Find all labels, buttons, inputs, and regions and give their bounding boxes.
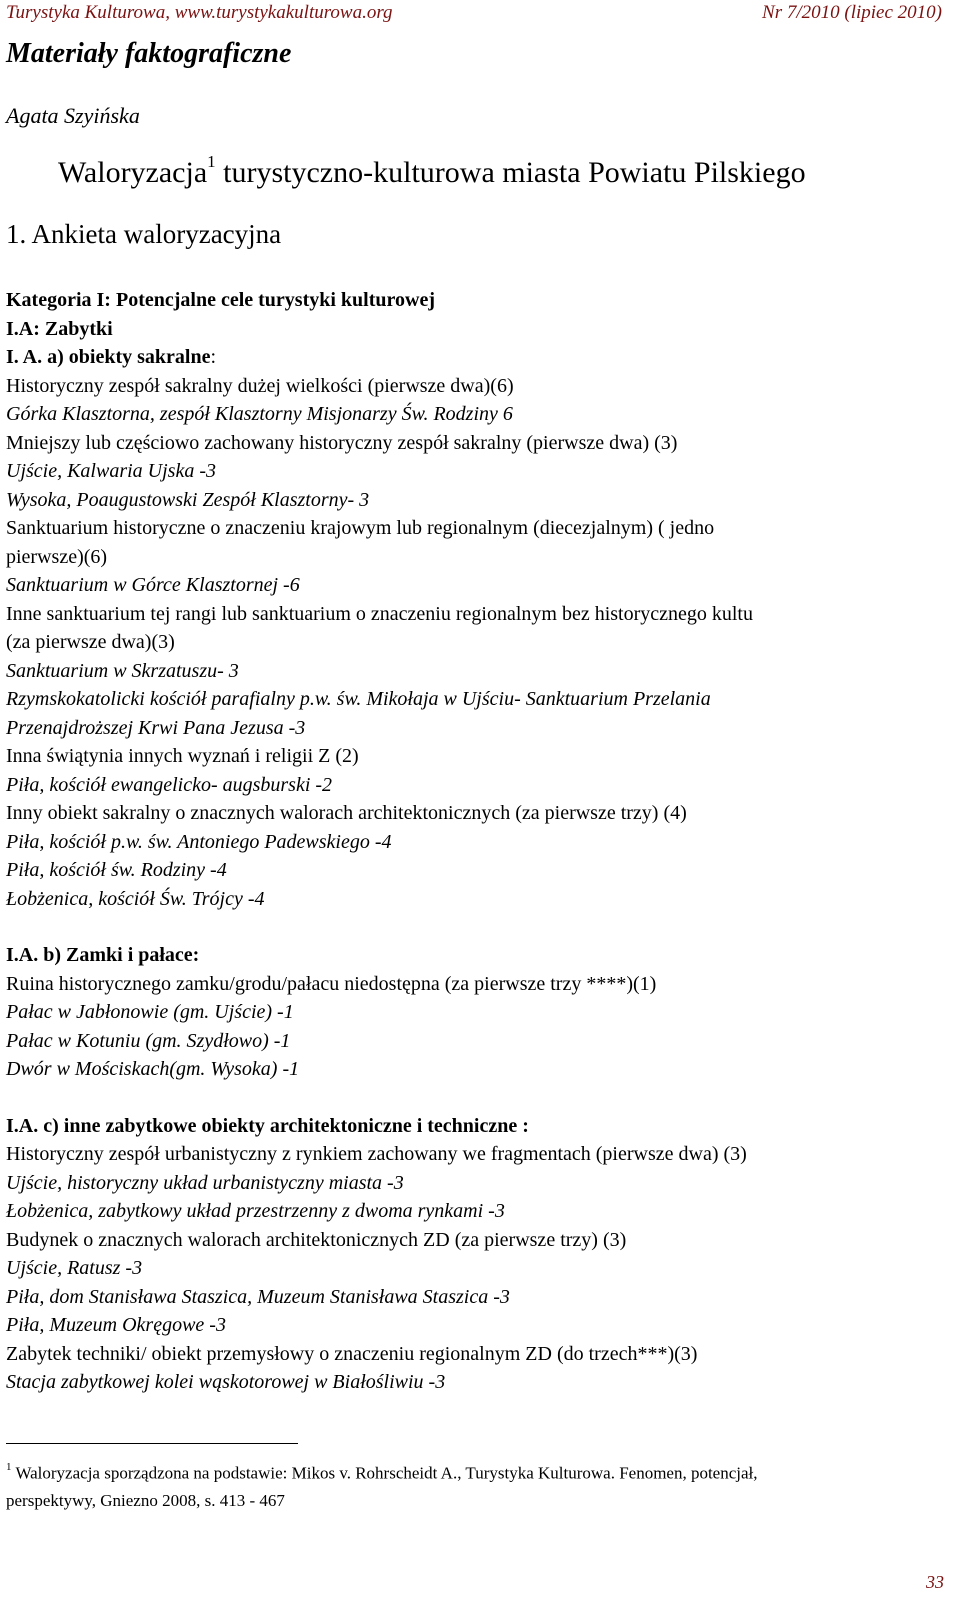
line-text: I. A. a) obiekty sakralne: [6, 346, 211, 368]
line-text: Sanktuarium w Górce Klasztornej -6: [6, 574, 300, 596]
category-heading: [6, 315, 942, 344]
line-text: Mniejszy lub częściowo zachowany historyczny zespół sakralny (pierwsze dwa) (3): [6, 431, 678, 454]
line-text: I.A: Zabytki: [6, 317, 113, 340]
footnote-line: perspektywy, Gniezno 2008, s. 413 - 467: [6, 1490, 285, 1510]
criterion-line: [6, 1140, 942, 1169]
object-entry: [6, 1368, 942, 1397]
criterion-line: [6, 429, 942, 458]
line-text: Rzymskokatolicki kościół parafialny p.w. św. Mikołaja w Ujściu- Sanktuarium Przelania: [6, 688, 711, 710]
object-entry: [6, 685, 942, 714]
journal-name: Turystyka Kulturowa, www.turystykakulturowa.org: [6, 2, 393, 23]
line-text: Pałac w Kotuniu (gm. Szydłowo) -1: [6, 1029, 291, 1052]
footnote: [6, 1456, 946, 1514]
line-text: Inne sanktuarium tej rangi lub sanktuarium o znaczeniu regionalnym bez historycznego kultu: [6, 602, 753, 625]
title-rest: turystyczno-kulturowa miasta Powiatu Pilskiego: [215, 156, 806, 189]
object-entry: [6, 1311, 942, 1340]
line-text: Sanktuarium historyczne o znaczeniu krajowym lub regionalnym (diecezjalnym) ( jedno: [6, 517, 715, 539]
criterion-line: [6, 1226, 942, 1255]
object-entry: [6, 828, 942, 857]
criterion-line: [6, 543, 942, 572]
line-text: Piła, kościół p.w. św. Antoniego Padewskiego -4: [6, 830, 392, 853]
line-text: pierwsze)(6): [6, 545, 108, 568]
line-text: I.A. c) inne zabytkowe obiekty architektoniczne i techniczne :: [6, 1114, 529, 1137]
line-text: (za pierwsze dwa)(3): [6, 631, 175, 653]
document-body: [6, 286, 942, 1397]
object-entry: [6, 1169, 942, 1198]
line-text: Wysoka, Poaugustowski Zespół Klasztorny- 3: [6, 488, 370, 511]
category-heading: [6, 1112, 942, 1141]
heading-ankieta: 1. Ankieta waloryzacyjna: [6, 219, 282, 249]
criterion-line: [6, 799, 942, 828]
criterion-line: [6, 1340, 942, 1369]
line-text: Przenajdroższej Krwi Pana Jezusa -3: [6, 716, 306, 739]
footnote-text: Waloryzacja sporządzona na podstawie: Mikos v. Rohrscheidt A., Turystyka Kulturowa. Fenomen, potencjał,: [11, 1463, 758, 1483]
page-header: [6, 2, 942, 26]
object-entry: [6, 1027, 942, 1056]
footnote-mark: 1: [6, 1461, 12, 1473]
article-title: [58, 152, 806, 190]
object-entry: [6, 998, 942, 1027]
line-text: Historyczny zespół sakralny dużej wielkości (pierwsze dwa)(6): [6, 374, 514, 397]
line-text: Ujście, historyczny układ urbanistyczny miasta -3: [6, 1171, 404, 1194]
line-text: Pałac w Jabłonowie (gm. Ujście) -1: [6, 1001, 294, 1023]
author-name: Agata Szyińska: [6, 103, 140, 128]
line-text: Sanktuarium w Skrzatuszu- 3: [6, 659, 239, 682]
line-text: Inny obiekt sakralny o znacznych walorach architektonicznych (za pierwsze trzy) (4): [6, 802, 687, 824]
criterion-line: [6, 514, 942, 543]
line-text: Łobżenica, kościół Św. Trójcy -4: [6, 887, 265, 910]
object-entry: [6, 457, 942, 486]
line-text: Górka Klasztorna, zespół Klasztorny Misjonarzy Św. Rodziny 6: [6, 403, 513, 425]
object-entry: [6, 657, 942, 686]
line-text: Kategoria I: Potencjalne cele turystyki kulturowej: [6, 289, 435, 311]
object-entry: [6, 1283, 942, 1312]
criterion-line: [6, 628, 942, 657]
section-title: Materiały faktograficzne: [6, 38, 292, 69]
page-number: 33: [926, 1572, 944, 1592]
object-entry: [6, 1197, 942, 1226]
object-entry: [6, 1254, 942, 1283]
line-text: Historyczny zespół urbanistyczny z rynkiem zachowany we fragmentach (pierwsze dwa) (3): [6, 1143, 747, 1165]
criterion-line: [6, 742, 942, 771]
object-entry: [6, 1055, 942, 1084]
line-text: Ruina historycznego zamku/grodu/pałacu niedostępna (za pierwsze trzy ****)(1): [6, 972, 657, 995]
footnote-ref[interactable]: 1: [207, 152, 216, 171]
line-text: Stacja zabytkowej kolei wąskotorowej w Białośliwiu -3: [6, 1371, 446, 1393]
line-text: Piła, Muzeum Okręgowe -3: [6, 1314, 226, 1336]
line-text: Piła, kościół św. Rodziny -4: [6, 859, 227, 881]
footnote-divider: [6, 1443, 298, 1444]
line-text: Ujście, Kalwaria Ujska -3: [6, 460, 216, 482]
criterion-line: [6, 372, 942, 401]
line-text: Inna świątynia innych wyznań i religii Z (2): [6, 745, 359, 767]
title-main: Waloryzacja: [58, 156, 208, 189]
footnote-line: [6, 1456, 946, 1487]
criterion-line: [6, 970, 942, 999]
object-entry: [6, 885, 942, 914]
object-entry: [6, 856, 942, 885]
line-suffix: :: [210, 346, 217, 368]
criterion-line: [6, 600, 942, 629]
line-text: Budynek o znacznych walorach architektonicznych ZD (za pierwsze trzy) (3): [6, 1228, 627, 1251]
object-entry: [6, 571, 942, 600]
category-heading: [6, 286, 942, 315]
object-entry: [6, 714, 942, 743]
object-entry: [6, 400, 942, 429]
category-heading: [6, 941, 942, 970]
spacer: [6, 1084, 942, 1112]
category-heading: [6, 343, 942, 372]
line-text: Piła, dom Stanisława Staszica, Muzeum Stanisława Staszica -3: [6, 1285, 510, 1308]
line-text: Łobżenica, zabytkowy układ przestrzenny z dwoma rynkami -3: [6, 1200, 505, 1222]
object-entry: [6, 486, 942, 515]
line-text: I.A. b) Zamki i pałace:: [6, 944, 200, 966]
spacer: [6, 913, 942, 941]
line-text: Piła, kościół ewangelicko- augsburski -2: [6, 773, 333, 796]
object-entry: [6, 771, 942, 800]
line-text: Dwór w Mościskach(gm. Wysoka) -1: [6, 1058, 300, 1080]
line-text: Ujście, Ratusz -3: [6, 1257, 143, 1279]
issue-number: Nr 7/2010 (lipiec 2010): [762, 2, 942, 23]
line-text: Zabytek techniki/ obiekt przemysłowy o znaczeniu regionalnym ZD (do trzech***)(3): [6, 1342, 698, 1365]
